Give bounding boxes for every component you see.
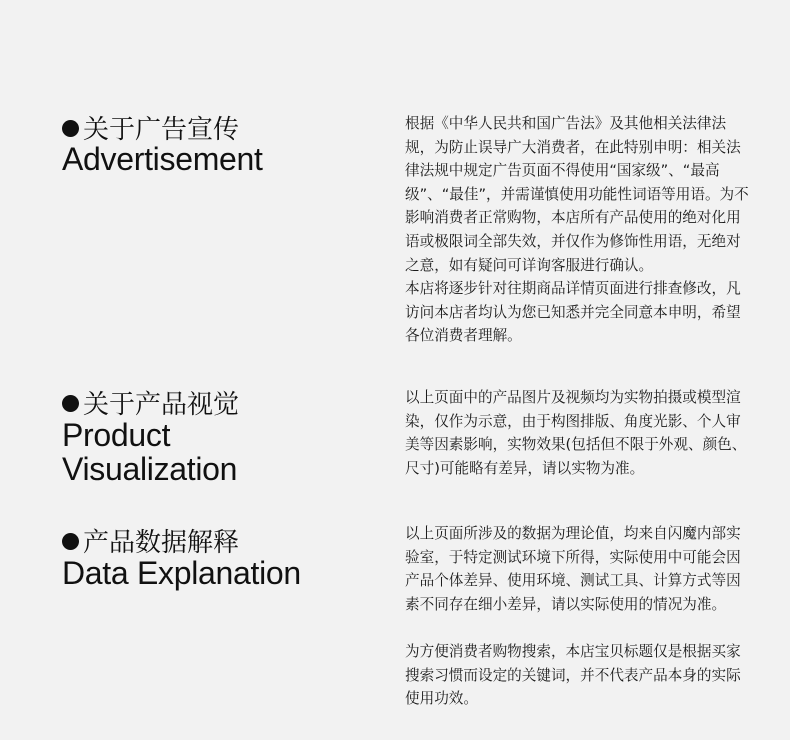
paragraph: 以上页面中的产品图片及视频均为实物拍摄或模型渲染，仅作为示意，由于构图排版、角度光影、个人审美等因素影响，实物效果(包括但不限于外观、颜色、尺寸)可能略有差异，请以实物为准。 [405, 389, 747, 477]
bullet-icon [62, 395, 79, 412]
section-body [405, 112, 750, 348]
paragraph: 以上页面所涉及的数据为理论值，均来自闪魔内部实验室，于特定测试环境下所得，实际使用中可能会因产品个体差异、使用环境、测试工具、计算方式等因素不同存在细小差异，请以实际使用的情况为准。 [405, 525, 741, 613]
bullet-icon [62, 120, 79, 137]
section-title-cn-text: 关于广告宣传 [83, 115, 240, 145]
bullet-icon [62, 533, 79, 550]
section-title-cn [62, 528, 239, 558]
section-title-cn [62, 390, 239, 420]
section-body [405, 522, 750, 711]
paragraph: 本店将逐步针对往期商品详情页面进行排查修改，凡访问本店者均认为您已知悉并完全同意本申明，希望各位消费者理解。 [405, 280, 741, 345]
section-title-cn-text: 关于产品视觉 [83, 390, 240, 420]
section-title-en-line-2: Visualization [62, 451, 238, 487]
section-body [405, 386, 750, 480]
section-title-cn-text: 产品数据解释 [83, 528, 240, 558]
paragraph: 根据《中华人民共和国广告法》及其他相关法律法规，为防止误导广大消费者，在此特别申明：相关法律法规中规定广告页面不得使用“国家级”、“最高级”、“最佳”，并需谨慎使用功能性词语等用语。为不影响消费者正常购物，本店所有产品使用的绝对化用语或极限词全部失效，并仅作为修饰性用语，无绝对之意，如有疑问可详询客服进行确认。 [405, 115, 749, 274]
section-title-en: Advertisement [62, 141, 263, 177]
section-title-en: Data Explanation [62, 555, 301, 591]
paragraph: 为方便消费者购物搜索，本店宝贝标题仅是根据买家搜索习惯而设定的关键词，并不代表产品本身的实际使用功效。 [405, 642, 741, 708]
section-title-en-line-1: Product [62, 417, 171, 453]
